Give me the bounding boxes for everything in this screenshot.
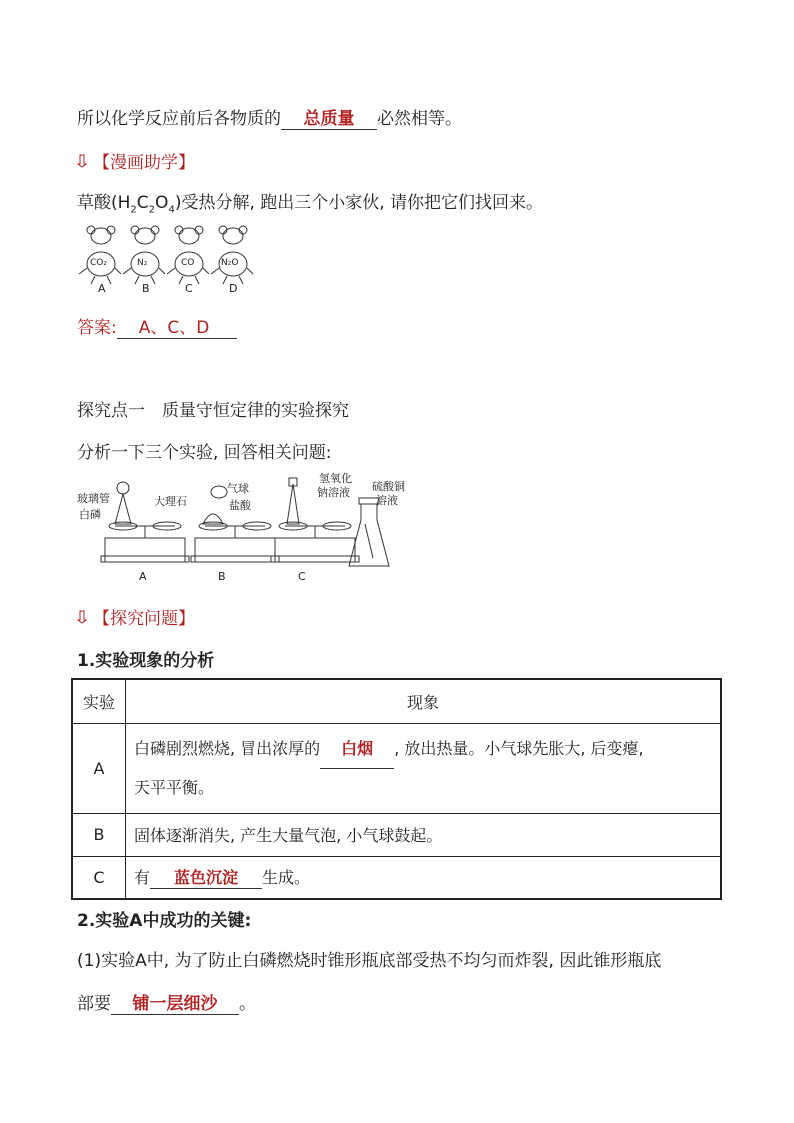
apparatus-label-c: C xyxy=(298,570,306,583)
cell-text: , 放出热量。小气球先胀大, 后变瘪, xyxy=(394,738,644,758)
cell-text: 天平平衡。 xyxy=(134,777,215,797)
formula-n2: N₂ xyxy=(137,258,148,268)
section-title: 【漫画助学】 xyxy=(93,153,195,173)
phenomenon-cell xyxy=(126,723,722,813)
header-experiment: 实验 xyxy=(72,679,126,723)
label-cuso4-2: 溶液 xyxy=(376,494,398,507)
cell-text: 生成。 xyxy=(262,868,311,888)
point1-title: 探究点一 质量守恒定律的实验探究 xyxy=(77,401,349,421)
line-text: 。 xyxy=(239,994,256,1014)
intro-text: )受热分解, 跑出三个小家伙, 请你把它们找回来。 xyxy=(174,193,544,213)
phenomena-table xyxy=(71,678,722,900)
table-row xyxy=(72,813,721,856)
cell-text: 有 xyxy=(134,868,151,888)
answer-blank-fine-sand: 铺一层细沙 xyxy=(111,989,239,1015)
label-white-phosphorus: 白磷 xyxy=(79,508,101,521)
answer-blank-total-mass: 总质量 xyxy=(281,104,377,130)
exp-cell: C xyxy=(72,856,126,899)
label-glass-tube: 玻璃管 xyxy=(77,492,110,505)
pin-icon xyxy=(77,154,89,168)
formula-co2: CO₂ xyxy=(90,258,107,268)
point1-instruction: 分析一下三个实验, 回答相关问题: xyxy=(77,443,332,463)
intro-text: O xyxy=(155,193,169,213)
formula-co: CO xyxy=(181,258,195,268)
q2-1-line2 xyxy=(77,989,256,1015)
cell-text: 白磷剧烈燃烧, 冒出浓厚的 xyxy=(134,738,321,758)
cartoon-figures xyxy=(77,224,267,296)
answer-label: 答案: xyxy=(77,318,117,338)
q2-1-line1: (1)实验A中, 为了防止白磷燃烧时锥形瓶底部受热不均匀而炸裂, 因此锥形瓶底 xyxy=(77,951,662,971)
sub: 4 xyxy=(168,204,175,216)
table-row xyxy=(72,856,721,899)
table-row xyxy=(72,723,721,813)
label-cuso4-1: 硫酸铜 xyxy=(372,480,405,493)
phenomenon-cell xyxy=(126,856,722,899)
phenomenon-cell: 固体逐渐消失, 产生大量气泡, 小气球鼓起。 xyxy=(126,813,722,856)
exp-cell: A xyxy=(72,723,126,813)
label-marble: 大理石 xyxy=(154,495,187,508)
answer-value: A、C、D xyxy=(117,313,237,339)
label-d: D xyxy=(229,282,238,295)
section-inquiry xyxy=(77,604,195,629)
apparatus-label-b: B xyxy=(218,570,226,583)
table-header-row xyxy=(72,679,721,723)
exp-cell: B xyxy=(72,813,126,856)
formula-n2o: N₂O xyxy=(221,258,239,268)
label-c: C xyxy=(185,282,193,295)
answer-line xyxy=(77,313,237,339)
label-balloon: 气球 xyxy=(227,482,249,495)
q1-title: 1.实验现象的分析 xyxy=(77,651,215,671)
answer-blank-blue-precipitate: 蓝色沉淀 xyxy=(150,865,262,889)
label-a: A xyxy=(98,282,106,295)
conservation-sentence xyxy=(77,104,462,130)
q2-title: 2.实验A中成功的关键: xyxy=(77,911,252,931)
intro-text: C xyxy=(136,193,149,213)
label-naoh-2: 钠溶液 xyxy=(317,486,350,499)
apparatus-label-a: A xyxy=(139,570,147,583)
answer-blank-white-smoke: 白烟 xyxy=(320,730,394,769)
pin-icon xyxy=(77,610,89,624)
section-comic-help xyxy=(77,148,195,173)
sub: 2 xyxy=(130,204,137,216)
header-phenomenon: 现象 xyxy=(126,679,722,723)
sentence-text: 所以化学反应前后各物质的 xyxy=(77,109,281,129)
intro-text: 草酸(H xyxy=(77,193,131,213)
section-title: 【探究问题】 xyxy=(93,609,195,629)
label-naoh-1: 氢氧化 xyxy=(319,472,352,485)
line-text: 部要 xyxy=(77,994,111,1014)
experiment-apparatus xyxy=(77,470,417,586)
label-acid: 盐酸 xyxy=(229,499,251,512)
sub: 2 xyxy=(148,204,156,216)
oxalic-intro xyxy=(77,188,543,215)
label-b: B xyxy=(142,282,150,295)
sentence-text-end: 必然相等。 xyxy=(377,109,462,129)
